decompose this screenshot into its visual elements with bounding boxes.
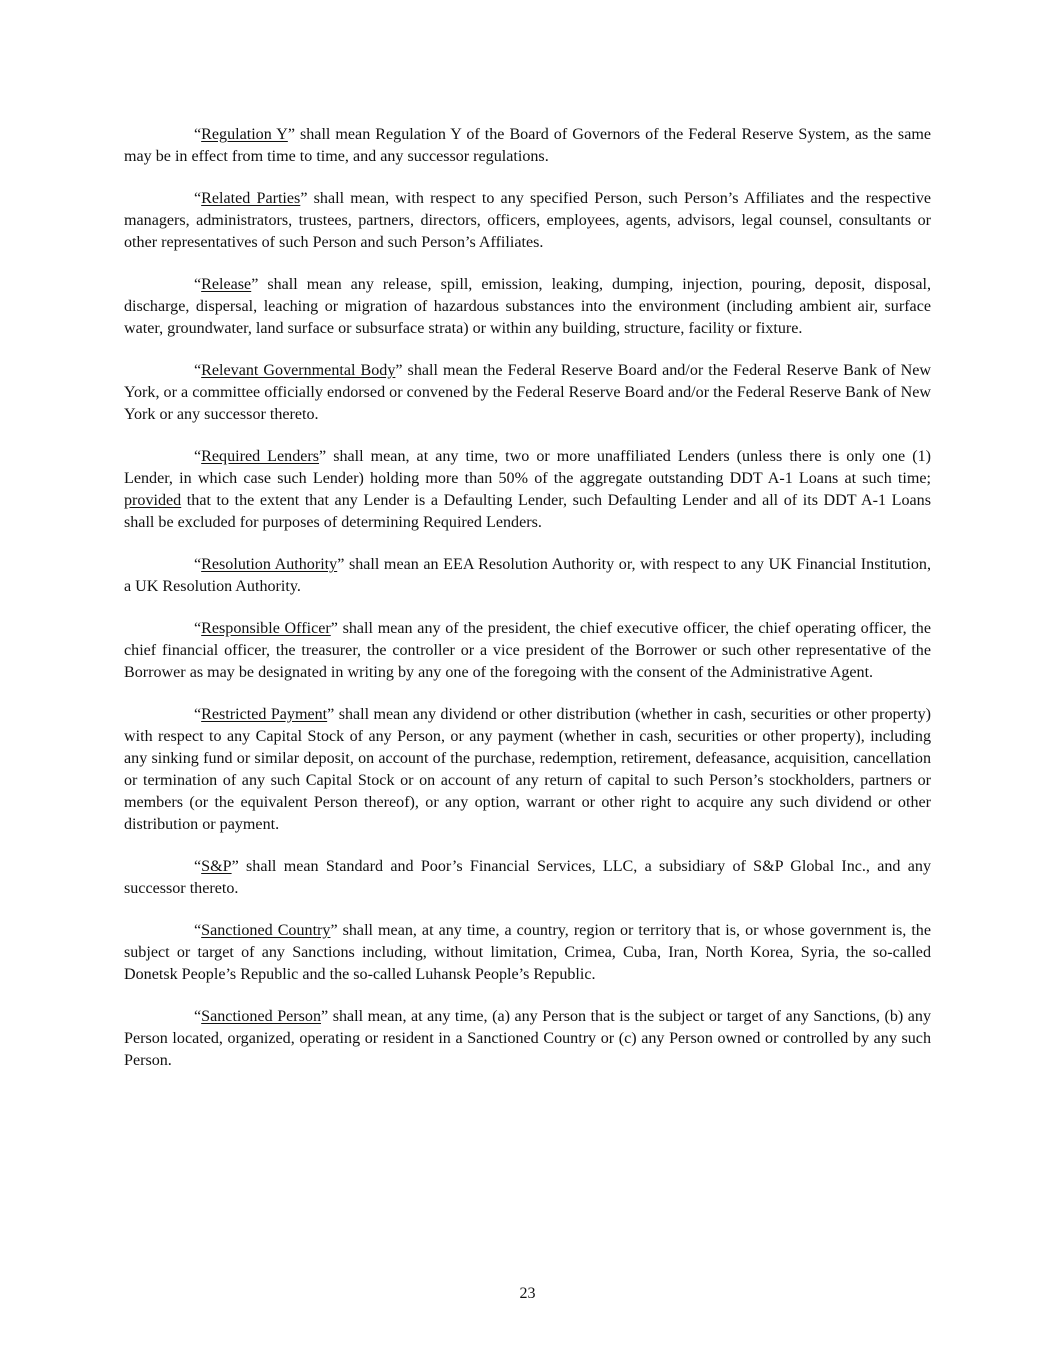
definition-responsible-officer bbox=[124, 618, 931, 684]
open-quote: “ bbox=[194, 620, 202, 637]
defined-term: Release bbox=[201, 276, 252, 293]
definition-regulation-y bbox=[124, 124, 931, 168]
open-quote: “ bbox=[194, 922, 202, 939]
definition-text: ” shall mean Standard and Poor’s Financial Services, LLC, a subsidiary of S&P Global Inc., and any successor thereto. bbox=[124, 858, 931, 897]
defined-term: Responsible Officer bbox=[201, 620, 331, 637]
definition-text: ” shall mean, at any time, a country, region or territory that is, or whose government is, the subject or target of any Sanctions including, without limitation, Crimea, Cuba, Iran, North Korea, Syria, the so-called Donetsk People’s Republic and the so-called Luhansk People’s Republic. bbox=[124, 922, 931, 983]
open-quote: “ bbox=[194, 362, 202, 379]
definition-s-and-p bbox=[124, 856, 931, 900]
page-number: 23 bbox=[519, 1285, 536, 1302]
definition-restricted-payment bbox=[124, 704, 931, 836]
definition-related-parties bbox=[124, 188, 931, 254]
definition-required-lenders bbox=[124, 446, 931, 534]
open-quote: “ bbox=[194, 858, 202, 875]
defined-term: Regulation Y bbox=[201, 126, 288, 143]
defined-term: S&P bbox=[201, 858, 232, 875]
definition-sanctioned-country bbox=[124, 920, 931, 986]
definition-text: ” shall mean, with respect to any specified Person, such Person’s Affiliates and the respective managers, administrators, trustees, partners, directors, officers, employees, agents, advisors, legal counsel, consultants or other representatives of such Person and such Person’s Affiliates. bbox=[124, 190, 932, 251]
open-quote: “ bbox=[194, 276, 202, 293]
definition-text: ” shall mean the Federal Reserve Board and/or the Federal Reserve Bank of New York, or a committee officially endorsed or convened by the Federal Reserve Board and/or the Federal Reserve Bank of New York or any successor thereto. bbox=[124, 362, 931, 423]
definition-text: ” shall mean an EEA Resolution Authority or, with respect to any UK Financial Institution, a UK Resolution Authority. bbox=[124, 556, 931, 595]
open-quote: “ bbox=[194, 126, 202, 143]
defined-term: Related Parties bbox=[201, 190, 301, 207]
definition-text: ” shall mean any of the president, the chief executive officer, the chief operating officer, the chief financial officer, the treasurer, the controller or a vice president of the Borrower or such other representative of the Borrower as may be designated in writing by any one of the foregoing with the consent of the Administrative Agent. bbox=[124, 620, 931, 681]
defined-term: Resolution Authority bbox=[201, 556, 338, 573]
open-quote: “ bbox=[194, 556, 202, 573]
emphasis-provided: provided bbox=[124, 492, 182, 509]
open-quote: “ bbox=[194, 706, 202, 723]
definition-sanctioned-person bbox=[124, 1006, 931, 1072]
open-quote: “ bbox=[194, 190, 202, 207]
definition-text: ” shall mean, at any time, (a) any Person that is the subject or target of any Sanctions, (b) any Person located, organized, operating or resident in a Sanctioned Country or (c) any Person owned or controlled by any such Person. bbox=[124, 1008, 931, 1069]
defined-term: Restricted Payment bbox=[201, 706, 328, 723]
defined-term: Required Lenders bbox=[201, 448, 320, 465]
definition-resolution-authority bbox=[124, 554, 931, 598]
definition-text: ” shall mean any dividend or other distribution (whether in cash, securities or other property) with respect to any Capital Stock of any Person, or any payment (whether in cash, securities or other property), including any sinking fund or similar deposit, on account of the purchase, redemption, retirement, defeasance, acquisition, cancellation or termination of any such Capital Stock or on account of any return of capital to such Person’s stockholders, partners or members (or the equivalent Person thereof), or any option, warrant or other right to acquire any such dividend or other distribution or payment. bbox=[124, 706, 931, 833]
definition-text: ” shall mean any release, spill, emission, leaking, dumping, injection, pouring, deposit, disposal, discharge, dispersal, leaching or migration of hazardous substances into the environment (including ambient air, surface water, groundwater, land surface or subsurface strata) or within any building, structure, facility or fixture. bbox=[124, 276, 931, 337]
defined-term: Sanctioned Country bbox=[201, 922, 331, 939]
definition-relevant-governmental-body bbox=[124, 360, 931, 426]
definition-release bbox=[124, 274, 931, 340]
open-quote: “ bbox=[194, 448, 202, 465]
defined-term: Sanctioned Person bbox=[201, 1008, 322, 1025]
definition-text: ” shall mean Regulation Y of the Board of Governors of the Federal Reserve System, as the same may be in effect from time to time, and any successor regulations. bbox=[124, 126, 931, 165]
definition-text-after: that to the extent that any Lender is a Defaulting Lender, such Defaulting Lender and all of its DDT A-1 Loans shall be excluded for purposes of determining Required Lenders. bbox=[124, 492, 931, 531]
defined-term: Relevant Governmental Body bbox=[201, 362, 396, 379]
document-body bbox=[124, 124, 931, 1092]
open-quote: “ bbox=[194, 1008, 202, 1025]
definition-text: ” shall mean, at any time, two or more unaffiliated Lenders (unless there is only one (1) Lender, in which case such Lender) holding more than 50% of the aggregate outstanding DDT A-1 Loans at such time; bbox=[124, 448, 931, 487]
